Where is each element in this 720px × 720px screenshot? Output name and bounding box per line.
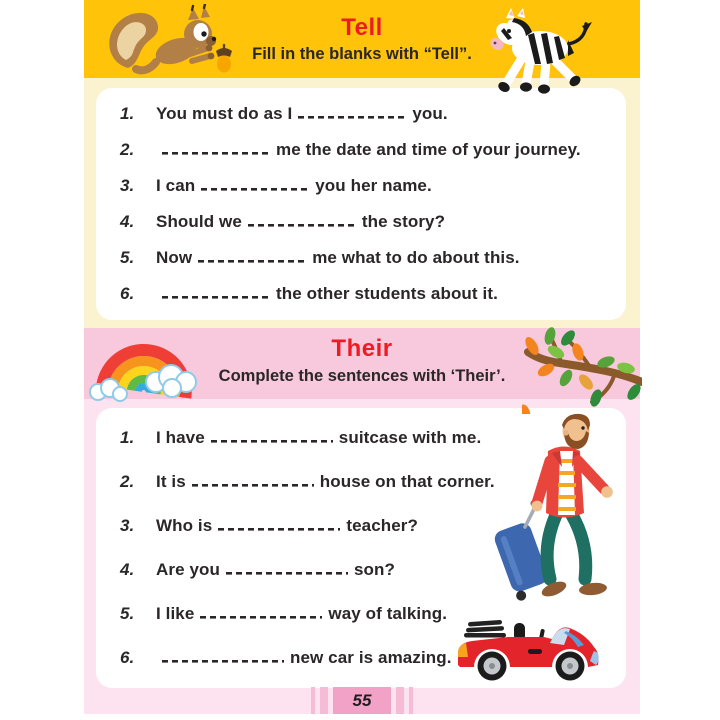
page-sheet bbox=[84, 0, 640, 714]
item-number: 2. bbox=[120, 472, 135, 491]
fill-blank bbox=[162, 144, 270, 155]
section2-subtitle: Complete the sentences with ‘Their’. bbox=[218, 367, 506, 385]
sentence-pre: I can bbox=[156, 176, 196, 195]
sentence-post: way of talking. bbox=[328, 604, 448, 623]
item-number: 5. bbox=[120, 248, 135, 267]
sentence-item bbox=[120, 248, 620, 268]
sentence-post: son? bbox=[354, 560, 396, 579]
sentence-post: you her name. bbox=[315, 176, 432, 195]
sentence-post: new car is amazing. bbox=[290, 648, 452, 667]
section2-header bbox=[84, 328, 640, 399]
sentence-post: teacher? bbox=[346, 516, 418, 535]
sentence-post: me the date and time of your journey. bbox=[276, 140, 581, 159]
page-number-strip bbox=[84, 687, 640, 714]
section1-list bbox=[96, 88, 626, 320]
sentence-post: house on that corner. bbox=[319, 472, 495, 491]
decorative-stripe bbox=[396, 687, 404, 714]
section2-title: Their bbox=[331, 335, 393, 362]
decorative-stripe bbox=[320, 687, 328, 714]
fill-blank bbox=[248, 216, 356, 227]
sentence-item bbox=[120, 284, 620, 304]
sentence-pre: You must do as I bbox=[156, 104, 293, 123]
man-with-suitcase-icon bbox=[492, 409, 620, 614]
item-number: 4. bbox=[120, 212, 135, 231]
sentence-post: suitcase with me. bbox=[338, 428, 482, 447]
item-number: 2. bbox=[120, 140, 135, 159]
fill-blank bbox=[211, 432, 333, 443]
sentence-pre: Are you bbox=[156, 560, 220, 579]
fill-blank bbox=[200, 608, 322, 619]
section2-body bbox=[84, 399, 640, 714]
item-number: 6. bbox=[120, 648, 135, 667]
sentence-pre: Now bbox=[156, 248, 193, 267]
fill-blank bbox=[298, 108, 406, 119]
item-number: 6. bbox=[120, 284, 135, 303]
item-number: 1. bbox=[120, 104, 135, 123]
sentence-item bbox=[120, 212, 620, 232]
decorative-stripe bbox=[409, 687, 413, 714]
fill-blank bbox=[198, 252, 306, 263]
fill-blank bbox=[218, 520, 340, 531]
sentence-item bbox=[120, 140, 620, 160]
sentence-post: the story? bbox=[361, 212, 446, 231]
page-number: 55 bbox=[333, 687, 391, 714]
sentence-pre: Should we bbox=[156, 212, 242, 231]
sentence-post: the other students about it. bbox=[276, 284, 498, 303]
section1-card bbox=[96, 88, 626, 320]
sentence-post: you. bbox=[412, 104, 448, 123]
item-number: 5. bbox=[120, 604, 135, 623]
sentence-post: me what to do about this. bbox=[312, 248, 520, 267]
sentence-pre: I like bbox=[156, 604, 195, 623]
section1-body bbox=[84, 78, 640, 328]
fill-blank bbox=[162, 288, 270, 299]
item-number: 4. bbox=[120, 560, 135, 579]
fill-blank bbox=[192, 476, 314, 487]
item-number: 3. bbox=[120, 516, 135, 535]
fill-blank bbox=[162, 652, 284, 663]
red-convertible-car-icon bbox=[452, 609, 602, 683]
section1-subtitle: Fill in the blanks with “Tell”. bbox=[252, 45, 472, 63]
decorative-stripe bbox=[311, 687, 315, 714]
sentence-pre: It is bbox=[156, 472, 186, 491]
section1-title: Tell bbox=[341, 14, 383, 41]
section1-header bbox=[84, 0, 640, 78]
sentence-item bbox=[120, 104, 620, 124]
fill-blank bbox=[201, 180, 309, 191]
item-number: 3. bbox=[120, 176, 135, 195]
sentence-item bbox=[120, 176, 620, 196]
sentence-pre: I have bbox=[156, 428, 205, 447]
sentence-pre: Who is bbox=[156, 516, 213, 535]
item-number: 1. bbox=[120, 428, 135, 447]
fill-blank bbox=[226, 564, 348, 575]
